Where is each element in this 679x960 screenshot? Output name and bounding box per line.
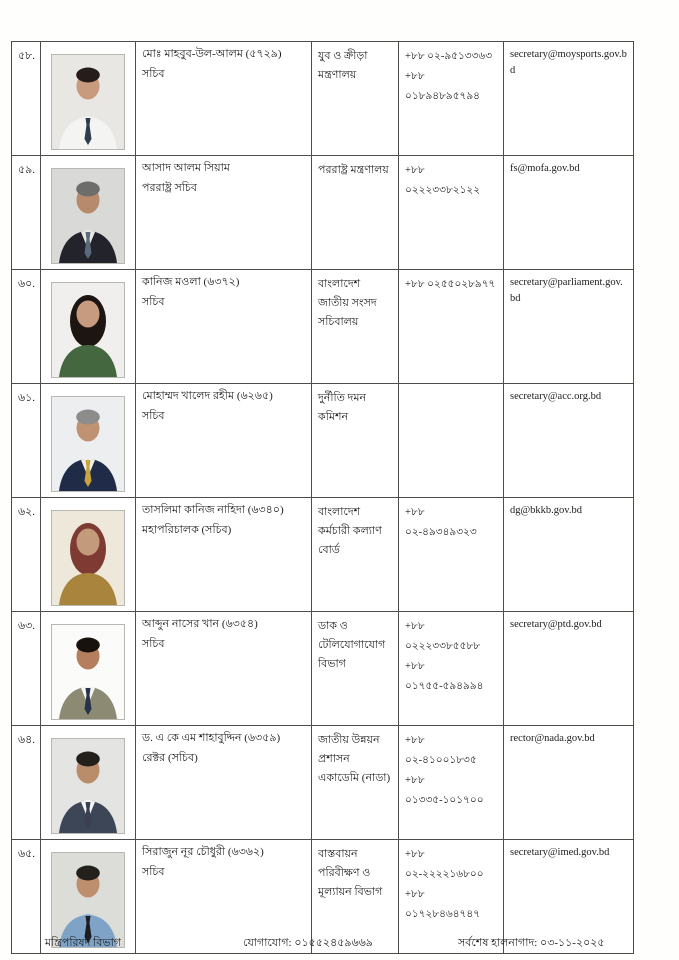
office-cell — [312, 726, 399, 840]
name-cell — [136, 270, 312, 384]
office-cell — [312, 384, 399, 498]
serial-number: ৬২. — [18, 506, 36, 518]
office-name: বাস্তবায়ন পরিবীক্ষণ ও মূল্যায়ন বিভাগ — [318, 848, 383, 898]
phone-cell — [399, 156, 504, 270]
phone-number-1: +৮৮ ০২-৪১০০১৮৩৫ — [405, 735, 477, 766]
photo-cell — [41, 384, 136, 498]
office-name: যুব ও ক্রীড়া মন্ত্রণালয় — [318, 50, 368, 81]
office-name: ডাক ও টেলিযোগাযোগ বিভাগ — [318, 620, 386, 670]
secretaries-contact-table — [11, 41, 634, 954]
phone-number-2: +৮৮ ০১৩৩৫-১০১৭০০ — [405, 775, 484, 806]
serial-number: ৬১. — [18, 392, 36, 404]
footer-contact: যোগাযোগ: ০১৫৫২৪৫৯৬৬৯ — [243, 937, 373, 949]
officer-designation: সচিব — [142, 410, 165, 422]
serial-cell — [12, 840, 41, 954]
office-name: পররাষ্ট্র মন্ত্রণালয় — [318, 164, 389, 176]
name-cell — [136, 384, 312, 498]
phone-cell — [399, 42, 504, 156]
email-address: secretary@ptd.gov.bd — [510, 619, 602, 630]
email-cell — [504, 498, 634, 612]
officer-designation: পররাষ্ট্র সচিব — [142, 182, 197, 194]
email-address: fs@mofa.gov.bd — [510, 163, 580, 174]
portrait-photo — [51, 54, 125, 150]
table-row — [12, 270, 634, 384]
serial-cell — [12, 612, 41, 726]
name-cell — [136, 612, 312, 726]
serial-number: ৫৯. — [18, 164, 36, 176]
photo-cell — [41, 612, 136, 726]
phone-cell — [399, 612, 504, 726]
office-cell — [312, 498, 399, 612]
photo-cell — [41, 498, 136, 612]
phone-cell — [399, 498, 504, 612]
portrait-photo — [51, 168, 125, 264]
email-address: dg@bkkb.gov.bd — [510, 505, 582, 516]
phone-number-1: +৮৮ ০২৫৫০২৮৯৭৭ — [405, 279, 496, 290]
phone-cell — [399, 270, 504, 384]
email-cell — [504, 726, 634, 840]
email-address: secretary@parliament.gov.bd — [510, 277, 623, 304]
serial-cell — [12, 384, 41, 498]
phone-number-2: +৮৮ ০১৮৯৪৮৯৫৭৯৪ — [405, 71, 480, 102]
officer-designation: সচিব — [142, 296, 165, 308]
name-cell — [136, 498, 312, 612]
officer-name: কানিজ মওলা (৬৩৭২) — [142, 276, 240, 288]
serial-number: ৬৪. — [18, 734, 36, 746]
name-cell — [136, 42, 312, 156]
portrait-photo — [51, 510, 125, 606]
photo-cell — [41, 726, 136, 840]
phone-number-1: +৮৮ ০২-৯৫১৩৩৬৩ — [405, 51, 493, 62]
phone-cell — [399, 726, 504, 840]
table-row — [12, 384, 634, 498]
officer-name: সিরাজুন নূর চৌধুরী (৬৩৬২) — [142, 846, 264, 858]
email-address: secretary@imed.gov.bd — [510, 847, 610, 858]
officer-designation: সচিব — [142, 638, 165, 650]
name-cell — [136, 156, 312, 270]
office-cell — [312, 42, 399, 156]
officer-name: আব্দুন নাসের খান (৬৩৫৪) — [142, 618, 258, 630]
officer-name: মোহাম্মদ খালেদ রহীম (৬২৬৫) — [142, 390, 273, 402]
table-row — [12, 498, 634, 612]
officer-designation: সচিব — [142, 866, 165, 878]
office-cell — [312, 612, 399, 726]
office-name: বাংলাদেশ কর্মচারী কল্যাণ বোর্ড — [318, 506, 382, 556]
email-address: secretary@acc.org.bd — [510, 391, 602, 402]
office-cell — [312, 156, 399, 270]
serial-cell — [12, 156, 41, 270]
table-row — [12, 726, 634, 840]
table-row — [12, 156, 634, 270]
serial-number: ৬০. — [18, 278, 36, 290]
photo-cell — [41, 270, 136, 384]
officer-name: মোঃ মাহবুব-উল-আলম (৫৭২৯) — [142, 48, 282, 60]
serial-cell — [12, 726, 41, 840]
email-cell — [504, 612, 634, 726]
email-cell — [504, 270, 634, 384]
officer-name: ড. এ কে এম শাহাবুদ্দিন (৬৩৫৯) — [142, 732, 281, 744]
serial-number: ৬৫. — [18, 848, 36, 860]
email-cell — [504, 156, 634, 270]
footer-last-updated: সর্বশেষ হালনাগাদ: ০৩-১১-২০২৫ — [458, 937, 605, 949]
officer-name: আসাদ আলম সিয়াম — [142, 162, 230, 174]
serial-cell — [12, 270, 41, 384]
office-name: দুর্নীতি দমন কমিশন — [318, 392, 367, 423]
officer-designation: রেক্টর (সচিব) — [142, 752, 198, 764]
serial-cell — [12, 42, 41, 156]
serial-cell — [12, 498, 41, 612]
table-row — [12, 612, 634, 726]
office-name: বাংলাদেশ জাতীয় সংসদ সচিবালয় — [318, 278, 377, 328]
phone-number-2: +৮৮ ০১৭২৮৪৬৪৭৪৭ — [405, 889, 481, 920]
officer-name: তাসলিমা কানিজ নাহিদা (৬৩৪০) — [142, 504, 284, 516]
photo-cell — [41, 42, 136, 156]
phone-number-1: +৮৮ ০২-৪৯৩৪৯৩২৩ — [405, 507, 477, 538]
email-address: secretary@moysports.gov.bd — [510, 49, 627, 76]
office-cell — [312, 270, 399, 384]
phone-cell — [399, 384, 504, 498]
office-name: জাতীয় উন্নয়ন প্রশাসন একাডেমি (নাডা) — [318, 734, 391, 784]
name-cell — [136, 726, 312, 840]
portrait-photo — [51, 624, 125, 720]
photo-cell — [41, 156, 136, 270]
phone-number-2: +৮৮ ০১৭৫৫-৫৯৪৯৯৪ — [405, 661, 484, 692]
portrait-photo — [51, 282, 125, 378]
portrait-photo — [51, 738, 125, 834]
phone-number-1: +৮৮ ০২২২৩৩৮২১২২ — [405, 165, 481, 196]
phone-number-1: +৮৮ ০২২২৩৩৮৫৫৮৮ — [405, 621, 481, 652]
email-address: rector@nada.gov.bd — [510, 733, 595, 744]
email-cell — [504, 384, 634, 498]
footer-organization: মন্ত্রিপরিষদ বিভাগ — [45, 937, 122, 949]
email-cell — [504, 42, 634, 156]
serial-number: ৫৮. — [18, 50, 36, 62]
officer-designation: মহাপরিচালক (সচিব) — [142, 524, 232, 536]
table-row — [12, 42, 634, 156]
portrait-photo — [51, 396, 125, 492]
serial-number: ৬৩. — [18, 620, 36, 632]
officer-designation: সচিব — [142, 68, 165, 80]
phone-number-1: +৮৮ ০২-২২২২১৬৮০০ — [405, 849, 484, 880]
